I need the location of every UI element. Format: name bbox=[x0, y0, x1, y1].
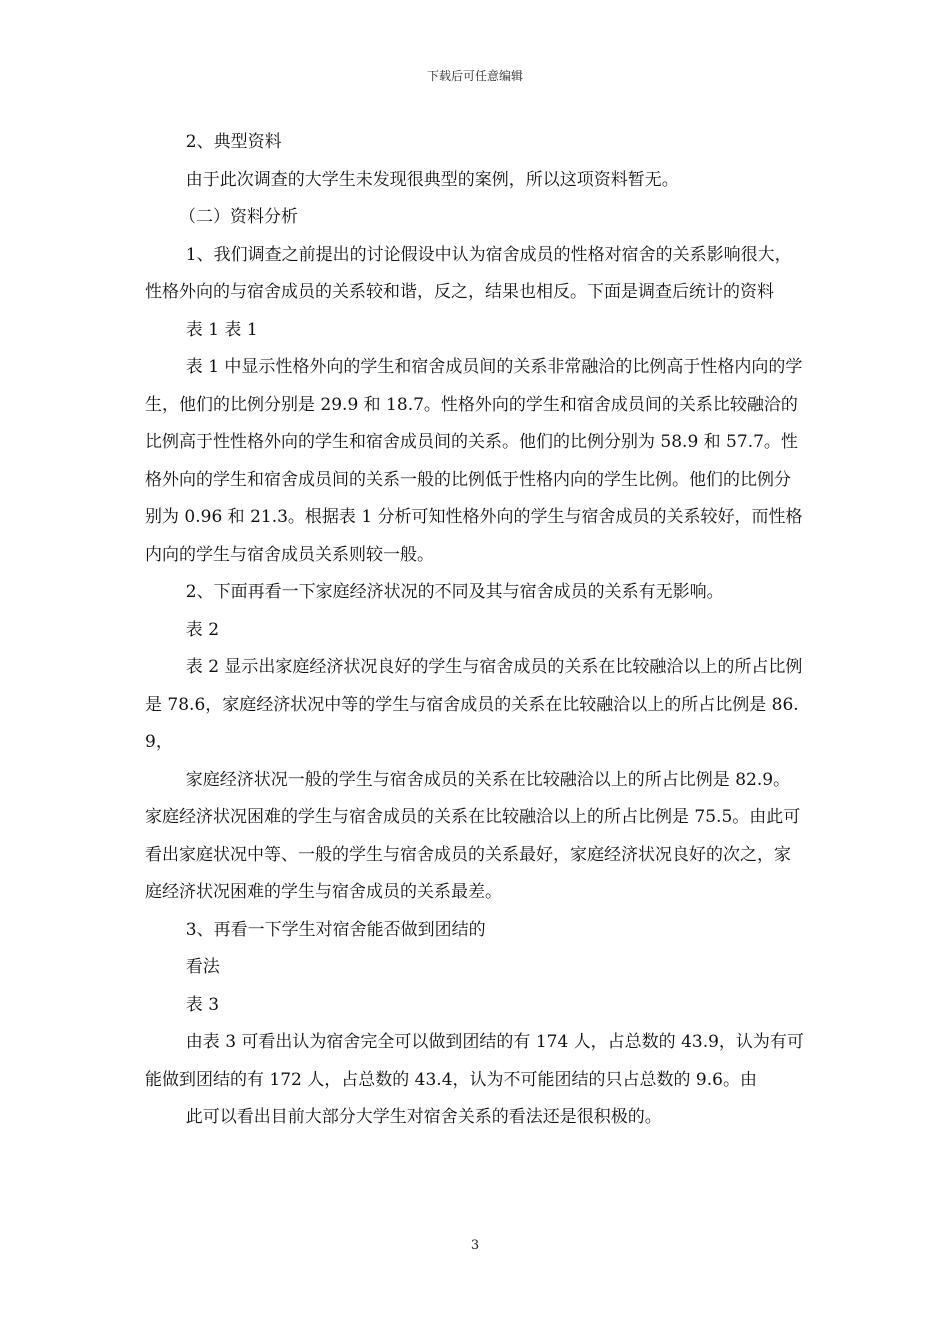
paragraph: 1、我们调查之前提出的讨论假设中认为宿舍成员的性格对宿舍的关系影响很大，性格外向的与宿舍成员的关系较和谐，反之，结果也相反。下面是调查后统计的资料 bbox=[145, 244, 792, 302]
table-caption: 表 2 bbox=[185, 619, 220, 640]
paragraph: 家庭经济状况一般的学生与宿舍成员的关系在比较融洽以上的所占比例是 82.9。家庭经济状况困难的学生与宿舍成员的关系在比较融洽以上的所占比例是 75.5。由此可看出家庭状况中等、一般的学生与宿舍成员的关系最好，家庭经济状况良好的次之，家庭经济状况困难的学生与宿舍成员的关系最差。 bbox=[145, 769, 801, 902]
paragraph: 表 1 中显示性格外向的学生和宿舍成员间的关系非常融洽的比例高于性格内向的学生，他们的比例分别是 29.9 和 18.7。性格外向的学生和宿舍成员间的关系比较融洽的比例高于性性格外向的学生和宿舍成员间的关系。他们的比例分别为 58.9 和 57.7。性格外向的学生和宿舍成员间的关系一般的比例低于性格内向的学生比例。他们的比例分别为 0.96 和 21.3。根据表 1 分析可知性格外向的学生与宿舍成员的关系较好，而性格内向的学生与宿舍成员关系则较一般。 bbox=[145, 357, 803, 565]
page-header: 下载后可任意编辑 bbox=[426, 69, 523, 83]
paragraph: 表 2 显示出家庭经济状况良好的学生与宿舍成员的关系在比较融洽以上的所占比例是 78.6，家庭经济状况中等的学生与宿舍成员的关系在比较融洽以上的所占比例是 86.9， bbox=[145, 657, 803, 752]
paragraph: 此可以看出目前大部分大学生对宿舍关系的看法还是很积极的。 bbox=[185, 1107, 662, 1127]
section-heading-data-analysis: （二）资料分析 bbox=[179, 207, 298, 227]
table-caption: 表 3 bbox=[185, 994, 220, 1015]
paragraph: 2、下面再看一下家庭经济状况的不同及其与宿舍成员的关系有无影响。 bbox=[185, 582, 724, 602]
document-body bbox=[145, 124, 807, 1137]
paragraph: 由表 3 可看出认为宿舍完全可以做到团结的有 174 人，占总数的 43.9，认为有可能做到团结的有 172 人，占总数的 43.4，认为不可能团结的只占总数的 9.6。由 bbox=[145, 1032, 804, 1090]
section-heading-typical-data: 2、典型资料 bbox=[185, 132, 282, 152]
paragraph: 3、再看一下学生对宿舍能否做到团结的 bbox=[185, 919, 486, 940]
paragraph: 由于此次调查的大学生未发现很典型的案例，所以这项资料暂无。 bbox=[185, 169, 679, 190]
paragraph: 看法 bbox=[185, 957, 220, 977]
table-caption: 表 1 表 1 bbox=[185, 319, 258, 340]
page-number: 3 bbox=[470, 1238, 480, 1253]
